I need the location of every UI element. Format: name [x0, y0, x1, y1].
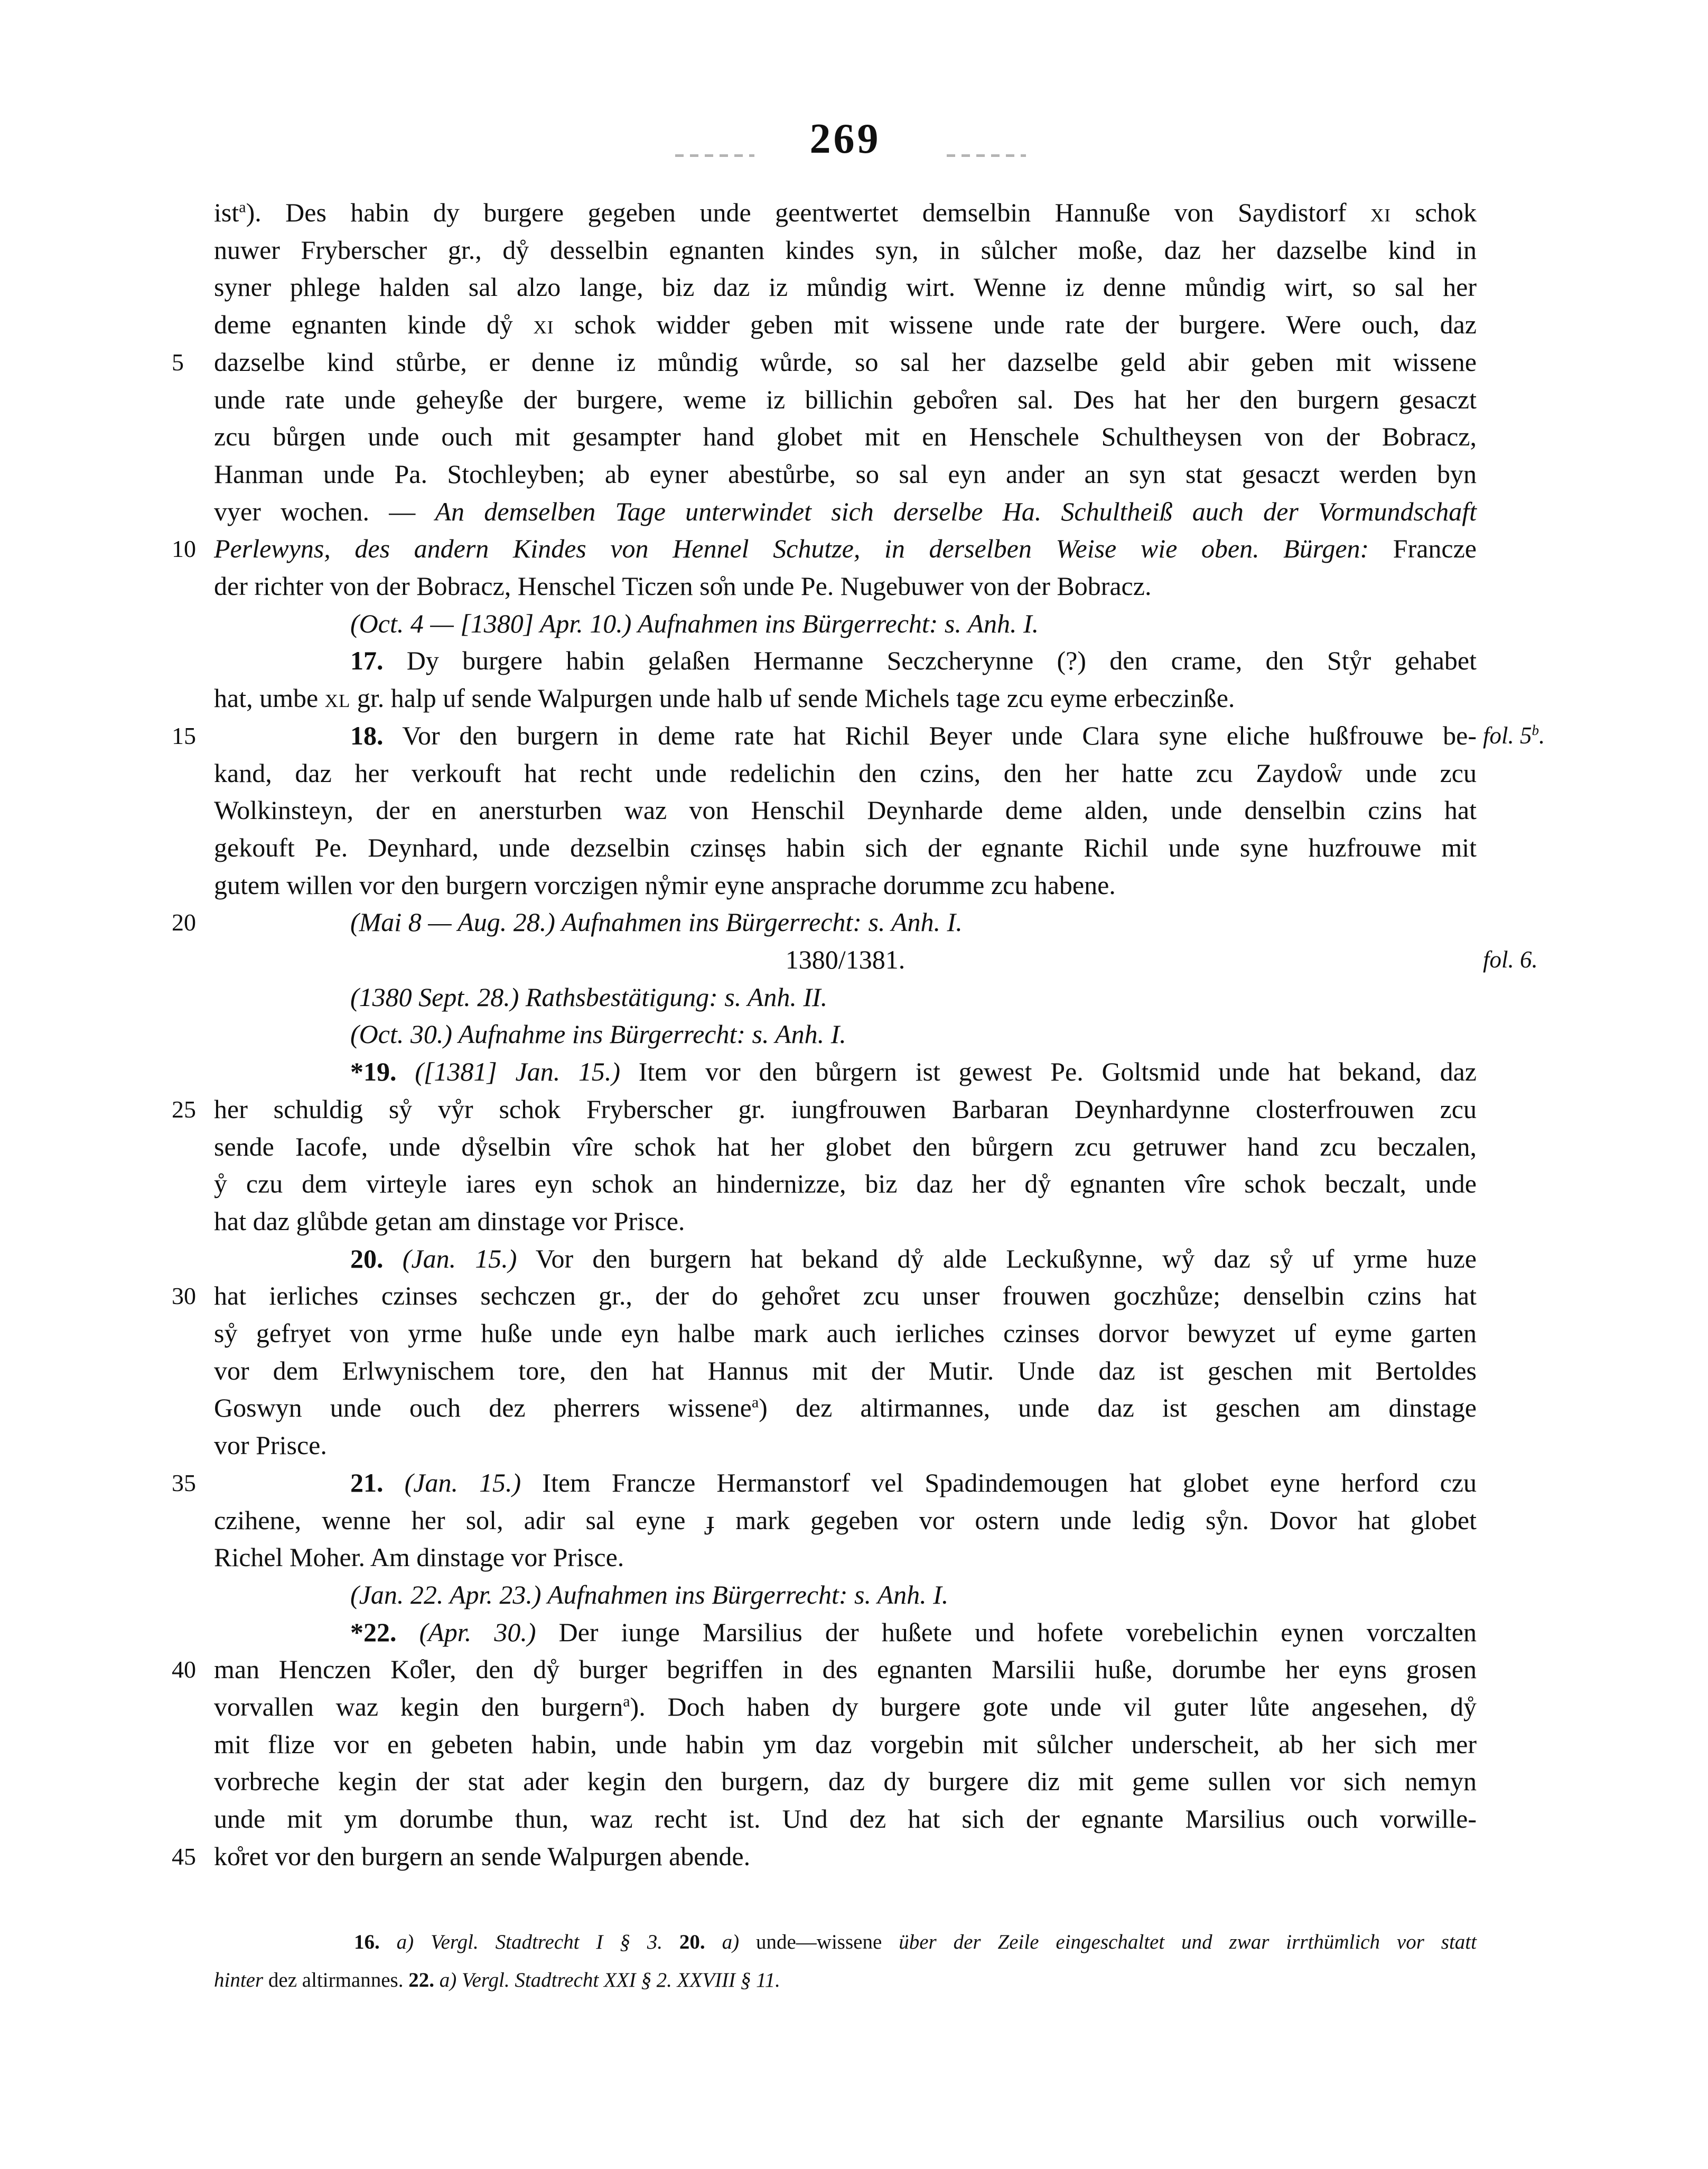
text-line: [172, 1277, 1477, 1315]
text-line: [214, 194, 1477, 231]
text-segment: hat daz glůbde getan am dinstage vor Prisce.: [214, 1206, 685, 1236]
text-line: [214, 1502, 1477, 1539]
text-line: [214, 605, 1477, 643]
text-segment: vorvallen waz kegin den burgern: [214, 1692, 623, 1721]
text-line: [214, 1726, 1477, 1763]
text-line: [172, 1838, 1477, 1875]
text-line: [214, 829, 1477, 867]
text-segment: ko̊ret vor den burgern an sende Walpurgen abende.: [214, 1841, 751, 1871]
text-line: [214, 1688, 1477, 1726]
text-segment: unde rate unde geheyße der burgere, weme iz billichin gebo̊ren sal. Des hat her den burgern gesaczt: [214, 385, 1477, 414]
text-segment: czihene, wenne her sol, adir sal eyne ɟ mark gegeben vor ostern unde ledig sẙn. Dovor hat globet: [214, 1505, 1477, 1535]
text-line: [172, 1651, 1477, 1688]
text-line: [214, 1053, 1477, 1091]
text-line: [214, 1389, 1477, 1427]
text-line: [214, 1016, 1477, 1053]
text-line: [172, 530, 1477, 567]
text-segment: (Oct. 30.) Aufnahme ins Bürgerrecht: s. Anh. I.: [350, 1019, 846, 1049]
text-segment: Hanman unde Pa. Stochleyben; ab eyner abestůrbe, so sal eyn ander an syn stat gesaczt werden byn: [214, 459, 1477, 489]
text-line: [214, 979, 1477, 1016]
text-segment: 18.: [350, 721, 384, 750]
text-segment: Goswyn unde ouch dez pherrers wissene: [214, 1393, 752, 1422]
text-line: [214, 867, 1477, 904]
margin-note: [1483, 941, 1538, 979]
text-line: [214, 1352, 1477, 1390]
text-segment: ). Des habin dy burgere gegeben unde geentwertet demselbin Hannuße von Saydistorf: [246, 198, 1370, 227]
text-segment: über der Zeile eingeschaltet und zwar irrthümlich vor statt: [899, 1931, 1477, 1953]
text-segment: fol. 6.: [1483, 946, 1538, 973]
text-line: [214, 306, 1477, 343]
text-line: [214, 642, 1477, 679]
text-segment: vor dem Erlwynischem tore, den hat Hannus mit der Mutir. Unde daz ist geschen mit Bertoldes: [214, 1356, 1477, 1385]
text-segment: syner phlege halden sal alzo lange, biz daz iz můndig wirt. Wenne iz denne můndig wirt, so sal her: [214, 272, 1477, 302]
text-segment: unde mit ym dorumbe thun, waz recht ist. Und dez hat sich der egnante Marsilius ouch vorwille-: [214, 1804, 1477, 1833]
text-segment: a: [623, 1692, 630, 1710]
text-segment: xl: [324, 683, 351, 713]
text-segment: sende Iacofe, unde dẙselbin vîre schok hat her globet den bůrgern zcu getruwer hand zcu beczalen,: [214, 1132, 1477, 1161]
text-line: [172, 1091, 1477, 1128]
text-segment: her schuldig sẙ vẙr schok Fryberscher gr. iungfrouwen Barbaran Deynhardynne closterfrouwen zcu: [214, 1094, 1477, 1124]
text-segment: *19.: [350, 1057, 397, 1086]
text-segment: Perlewyns, des andern Kindes von Hennel Schutze, in derselben Weise wie oben. Bürgen:: [214, 534, 1369, 563]
line-number: 35: [172, 1469, 196, 1496]
text-line: [214, 792, 1477, 829]
text-line: [214, 455, 1477, 493]
text-segment: dez altirmannes.: [263, 1969, 409, 1991]
text-line: [214, 268, 1477, 306]
text-line: [214, 1427, 1477, 1464]
footnote-line: [214, 1923, 1477, 1961]
text-line: [214, 755, 1477, 792]
text-line: [214, 1203, 1477, 1240]
text-line: [214, 231, 1477, 269]
text-line: [172, 717, 1545, 755]
text-segment: Francze: [1369, 534, 1477, 563]
text-segment: (Jan. 22. Apr. 23.) Aufnahmen ins Bürgerrecht: s. Anh. I.: [350, 1580, 949, 1609]
line-number: 15: [172, 722, 196, 749]
text-line: [172, 1464, 1477, 1502]
text-segment: deme egnanten kinde dẙ: [214, 310, 534, 339]
text-line: [214, 1763, 1477, 1800]
text-segment: 21.: [350, 1468, 384, 1497]
text-segment: 17.: [350, 646, 384, 675]
text-segment: hinter: [214, 1969, 264, 1991]
text-segment: 20.: [350, 1244, 384, 1273]
line-number: 30: [172, 1282, 196, 1309]
text-segment: ẙ czu dem virteyle iares eyn schok an hindernizze, biz daz her dẙ egnanten vîre schok beczalt, unde: [214, 1169, 1477, 1198]
text-segment: b: [1532, 722, 1539, 738]
line-number: 10: [172, 535, 196, 562]
text-segment: zcu bůrgen unde ouch mit gesampter hand globet mit en Henschele Schultheysen von der Bobracz,: [214, 422, 1477, 451]
text-segment: Der iunge Marsilius der hußete und hofete vorebelichin eynen vorczalten: [536, 1617, 1477, 1647]
text-segment: nuwer Fryberscher gr., dẙ desselbin egnanten kindes syn, in sůlcher moße, daz her dazselbe kind in: [214, 235, 1477, 265]
text-segment: Dy burgere habin gelaßen Hermanne Seczcherynne (?) den crame, den Stẙr gehabet: [383, 646, 1477, 675]
text-segment: ) dez altirmannes, unde daz ist geschen am dinstage: [759, 1393, 1477, 1422]
text-segment: schok widder geben mit wissene unde rate der burgere. Were ouch, daz: [554, 310, 1477, 339]
text-segment: der richter von der Bobracz, Henschel Ticzen so̊n unde Pe. Nugebuwer von der Bobracz.: [214, 571, 1152, 601]
text-segment: ). Doch haben dy burgere gote unde vil guter lůte angesehen, dẙ: [630, 1692, 1477, 1721]
text-segment: xi: [1370, 198, 1391, 227]
line-number: 5: [172, 349, 184, 376]
text-segment: (Jan. 15.): [383, 1468, 521, 1497]
text-segment: 22.: [408, 1969, 434, 1991]
text-segment: (1380 Sept. 28.) Rathsbestätigung: s. Anh. II.: [350, 982, 828, 1012]
text-segment: 1380/1381.: [785, 945, 906, 974]
margin-note: [1483, 717, 1545, 755]
text-line: [214, 941, 1538, 979]
text-segment: mit flize vor en gebeten habin, unde habin ym daz vorgebin mit sůlcher underscheit, ab her sich mer: [214, 1729, 1477, 1759]
text-line: [172, 343, 1477, 381]
text-segment: kand, daz her verkouft hat recht unde redelichin den czins, den her hatte zcu Zaydoẘ unde zcu: [214, 758, 1477, 788]
text-segment: gr. halp uf sende Walpurgen unde halb uf sende Michels tage zcu eyme erbeczinße.: [350, 683, 1235, 713]
text-segment: dazselbe kind stůrbe, er denne iz můndig wůrde, so sal her dazselbe geld abir geben mit wissene: [214, 347, 1477, 377]
text-line: [172, 904, 1477, 941]
text-segment: a: [751, 1393, 759, 1411]
line-number: 25: [172, 1096, 196, 1123]
text-segment: a: [239, 198, 246, 216]
text-segment: unde—wissene: [739, 1931, 899, 1953]
text-segment: 20.: [679, 1931, 705, 1953]
text-segment: vyer wochen. —: [214, 497, 435, 526]
text-segment: a) Vergl. Stadtrecht I § 3.: [379, 1931, 662, 1953]
header-dash-right: [947, 154, 1026, 157]
text-line: [214, 1165, 1477, 1203]
text-segment: Vor den burgern in deme rate hat Richil Beyer unde Clara syne eliche hußfrouwe be-: [383, 721, 1477, 750]
text-segment: (Mai 8 — Aug. 28.) Aufnahmen ins Bürgerrecht: s. Anh. I.: [350, 907, 963, 937]
text-segment: fol. 5: [1483, 722, 1532, 749]
text-segment: .: [1539, 722, 1545, 749]
text-segment: *22.: [350, 1617, 397, 1647]
text-segment: [662, 1931, 679, 1953]
page-number: 269: [809, 116, 881, 162]
text-line: [214, 1800, 1477, 1838]
text-segment: 16.: [354, 1931, 380, 1953]
text-segment: (Jan. 15.): [383, 1244, 517, 1273]
text-segment: hat ierliches czinses sechczen gr., der do geho̊ret zcu unser frouwen goczhůze; denselbin czins hat: [214, 1281, 1477, 1310]
text-segment: man Henczen Ko̊ler, den dẙ burger begriffen in des egnanten Marsilii huße, dorumbe her eyns grosen: [214, 1654, 1477, 1684]
text-segment: gutem willen vor den burgern vorczigen nẙmir eyne ansprache dorumme zcu habene.: [214, 870, 1116, 900]
text-line: [214, 493, 1477, 530]
text-segment: Item vor den bůrgern ist gewest Pe. Goltsmid unde hat bekand, daz: [620, 1057, 1477, 1086]
text-segment: vorbreche kegin der stat ader kegin den burgern, daz dy burgere diz mit geme sullen vor sich nemyn: [214, 1766, 1477, 1796]
text-segment: (Apr. 30.): [396, 1617, 536, 1647]
text-line: [214, 381, 1477, 418]
text-segment: vor Prisce.: [214, 1430, 327, 1460]
text-segment: sẙ gefryet von yrme huße unde eyn halbe mark auch ierliches czinses dorvor bewyzet uf eyme garten: [214, 1318, 1477, 1348]
text-segment: ([1381] Jan. 15.): [396, 1057, 621, 1086]
text-segment: hat, umbe: [214, 683, 325, 713]
text-segment: a) Vergl. Stadtrecht XXI § 2. XXVIII § 11.: [434, 1969, 780, 1991]
text-line: [214, 1128, 1477, 1166]
text-line: [214, 1315, 1477, 1352]
text-line: [214, 1539, 1477, 1576]
text-line: [214, 1240, 1477, 1278]
text-line: [214, 1576, 1477, 1614]
text-segment: xi: [533, 310, 554, 339]
text-segment: Vor den burgern hat bekand dẙ alde Leckußynne, wẙ daz sẙ uf yrme huze: [517, 1244, 1477, 1273]
text-line: [214, 418, 1477, 455]
text-line: [214, 567, 1477, 605]
text-segment: ist: [214, 198, 239, 227]
text-segment: Item Francze Hermanstorf vel Spadindemougen hat globet eyne herford czu: [521, 1468, 1477, 1497]
text-segment: Richel Moher. Am dinstage vor Prisce.: [214, 1542, 624, 1572]
text-segment: a): [705, 1931, 740, 1953]
text-line: [214, 679, 1477, 717]
text-segment: Wolkinsteyn, der en anersturben waz von Henschil Deynharde deme alden, unde denselbin czins hat: [214, 795, 1477, 825]
text-line: [214, 1614, 1477, 1651]
footnote-line: [214, 1961, 1477, 1999]
text-segment: gekouft Pe. Deynhard, unde dezselbin czinsęs habin sich der egnante Richil unde syne huzfrouwe mit: [214, 833, 1477, 862]
text-segment: An demselben Tage unterwindet sich derselbe Ha. Schultheiß auch der Vormundschaft: [435, 497, 1477, 526]
line-number: 40: [172, 1656, 196, 1683]
text-segment: (Oct. 4 — [1380] Apr. 10.) Aufnahmen ins Bürgerrecht: s. Anh. I.: [350, 609, 1039, 638]
line-number: 20: [172, 909, 196, 936]
line-number: 45: [172, 1843, 196, 1870]
text-segment: schok: [1390, 198, 1477, 227]
